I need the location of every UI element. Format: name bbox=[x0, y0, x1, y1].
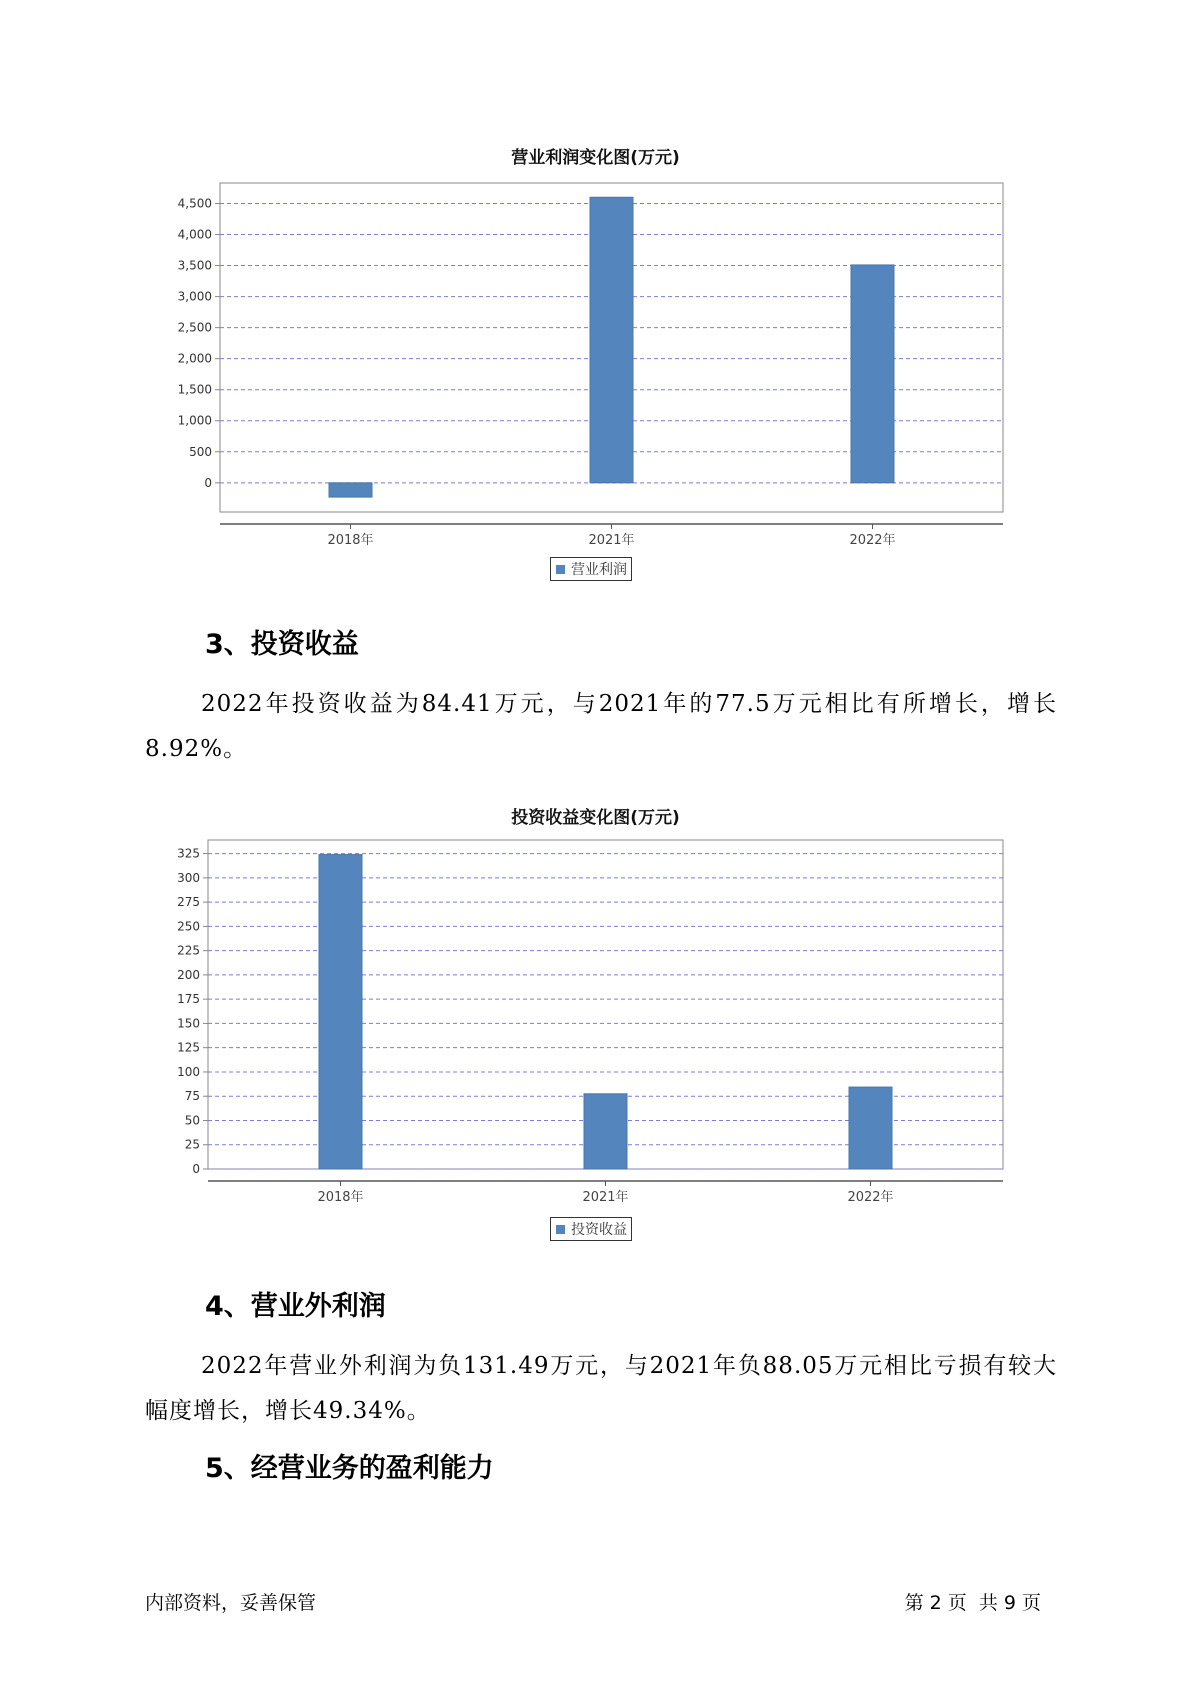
y-tick-label: 200 bbox=[177, 967, 200, 982]
y-tick-label: 500 bbox=[189, 444, 212, 459]
y-tick-label: 0 bbox=[192, 1162, 200, 1176]
y-tick-label: 1,000 bbox=[177, 413, 212, 428]
paragraph-non-operating-profit: 2022年营业外利润为负131.49万元，与2021年负88.05万元相比亏损有较大幅度增长，增长49.34%。 bbox=[145, 1353, 1057, 1424]
x-tick-label: 2021年 bbox=[582, 1190, 629, 1205]
x-tick-label: 2018年 bbox=[327, 533, 374, 548]
y-tick-label: 300 bbox=[177, 870, 200, 885]
y-tick-label: 325 bbox=[177, 846, 200, 861]
y-tick-label: 4,500 bbox=[177, 196, 212, 211]
investment-income-chart-title: 投资收益变化图(万元) bbox=[511, 808, 680, 828]
y-tick-label: 4,000 bbox=[177, 227, 212, 242]
legend-label: 营业利润 bbox=[571, 562, 627, 578]
section-heading-business-profitability: 5、经营业务的盈利能力 bbox=[205, 1453, 494, 1484]
operating-profit-legend bbox=[550, 557, 632, 581]
bar bbox=[590, 197, 633, 483]
operating-profit-chart bbox=[0, 150, 1191, 548]
y-tick-label: 50 bbox=[184, 1113, 200, 1128]
y-tick-label: 225 bbox=[177, 943, 200, 958]
x-tick-label: 2021年 bbox=[588, 533, 635, 548]
paragraph-investment-income: 2022年投资收益为84.41万元，与2021年的77.5万元相比有所增长，增长8.92%。 bbox=[145, 691, 1057, 762]
y-tick-label: 75 bbox=[184, 1089, 200, 1104]
x-tick-label: 2022年 bbox=[847, 1190, 894, 1205]
investment-income-legend bbox=[550, 1217, 632, 1241]
section-heading-non-operating-profit: 4、营业外利润 bbox=[205, 1291, 386, 1322]
y-tick-label: 125 bbox=[177, 1040, 200, 1055]
bar bbox=[329, 483, 372, 497]
operating-profit-chart-title: 营业利润变化图(万元) bbox=[511, 148, 680, 168]
bar bbox=[851, 265, 894, 483]
x-tick-label: 2022年 bbox=[849, 533, 896, 548]
y-tick-label: 2,500 bbox=[177, 320, 212, 335]
legend-label: 投资收益 bbox=[571, 1222, 627, 1238]
legend-swatch-icon bbox=[556, 1225, 565, 1234]
y-tick-label: 150 bbox=[177, 1016, 200, 1031]
footer-confidential-note: 内部资料，妥善保管 bbox=[145, 1592, 317, 1614]
y-tick-label: 250 bbox=[177, 919, 200, 934]
x-tick-label: 2018年 bbox=[317, 1190, 364, 1205]
investment-income-chart bbox=[0, 810, 1191, 1205]
y-tick-label: 175 bbox=[177, 992, 200, 1007]
y-tick-label: 1,500 bbox=[177, 382, 212, 397]
bar bbox=[319, 855, 362, 1169]
bar bbox=[849, 1087, 892, 1169]
y-tick-label: 100 bbox=[177, 1064, 200, 1079]
y-tick-label: 275 bbox=[177, 895, 200, 910]
section-heading-investment-income: 3、投资收益 bbox=[205, 629, 359, 660]
y-tick-label: 2,000 bbox=[177, 351, 212, 366]
y-tick-label: 0 bbox=[204, 475, 212, 490]
y-tick-label: 3,500 bbox=[177, 258, 212, 273]
legend-swatch-icon bbox=[556, 565, 565, 574]
y-tick-label: 25 bbox=[184, 1137, 200, 1152]
bar bbox=[584, 1094, 627, 1169]
y-tick-label: 3,000 bbox=[177, 289, 212, 304]
footer-page-number: 第 2 页 共 9 页 bbox=[904, 1592, 1041, 1614]
